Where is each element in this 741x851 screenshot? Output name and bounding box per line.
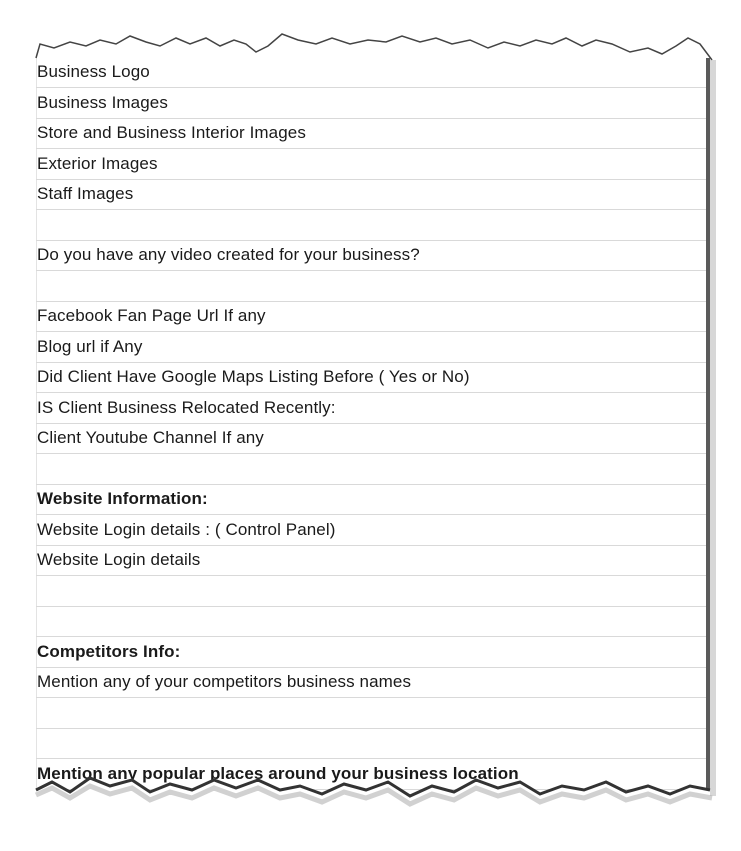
cell-text: Facebook Fan Page Url If any	[37, 306, 266, 325]
page-right-edge	[706, 58, 710, 798]
cell-text: Blog url if Any	[37, 336, 143, 356]
cell-text: Do you have any video created for your business?	[37, 245, 420, 264]
cell-text: Website Login details : ( Control Panel)	[37, 519, 336, 539]
cell-text: Staff Images	[37, 184, 134, 203]
cell-text: Website Login details	[37, 550, 201, 569]
cell-text: IS Client Business Relocated Recently:	[37, 397, 336, 417]
cell-text: Exterior Images	[37, 153, 158, 173]
cell-text: Business Images	[37, 92, 168, 112]
cell-text: Mention any popular places around your business location	[37, 763, 519, 783]
cell-text: Website Information:	[37, 489, 208, 508]
cell-text: Competitors Info:	[37, 641, 181, 661]
cell-text: Store and Business Interior Images	[37, 123, 306, 142]
cell-text: Client Youtube Channel If any	[37, 428, 264, 447]
cell-text: Business Logo	[37, 62, 150, 81]
cell-text: Mention any of your competitors business names	[37, 672, 412, 691]
cell-text: Did Client Have Google Maps Listing Before ( Yes or No)	[37, 367, 470, 386]
